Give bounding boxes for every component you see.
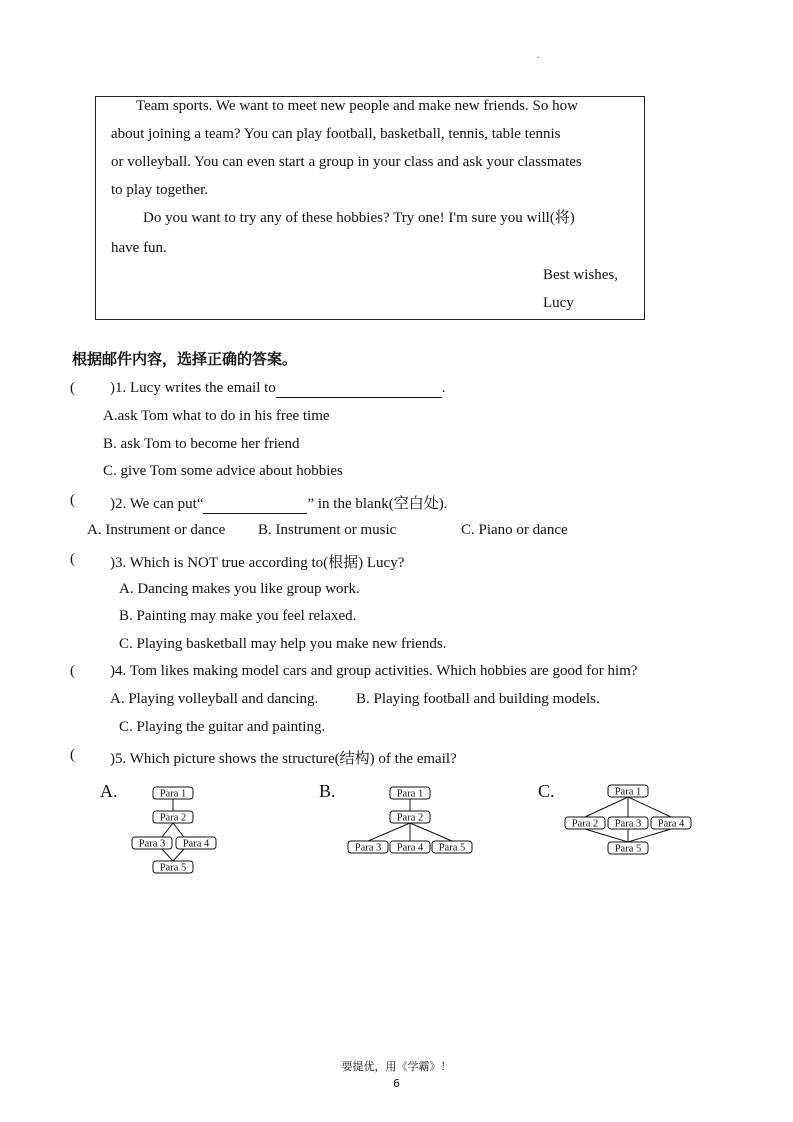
option-a[interactable]: A.ask Tom what to do in his free time [103,408,330,424]
option-b[interactable]: B. Painting may make you feel relaxed. [119,608,357,624]
para-4-node: Para 4 [396,842,424,854]
answer-paren[interactable]: ( [70,492,75,508]
para-3-node: Para 3 [354,842,382,854]
option-c[interactable]: C. Piano or dance [461,522,568,538]
option-b[interactable]: B. ask Tom to become her friend [103,436,300,452]
option-a[interactable]: A. Instrument or dance [87,522,226,538]
para-5-node: Para 5 [159,862,187,874]
para-2-node: Para 2 [396,812,424,824]
option-b[interactable]: B. Playing football and building models. [356,691,600,707]
answer-paren[interactable]: ( [70,380,75,396]
diagram-b-label[interactable]: B. [319,781,336,801]
answer-blank[interactable] [276,380,442,398]
para-1-node: Para 1 [614,786,642,798]
para-5-node: Para 5 [614,843,642,855]
question-4: )4. Tom likes making model cars and group activities. Which hobbies are good for him? [110,663,638,679]
diagram-c [560,778,700,858]
section-title: 根据邮件内容，选择正确的答案。 [72,350,298,368]
letter-line: have fun. [111,240,167,256]
letter-line: or volleyball. You can even start a group in your class and ask your classmates [111,154,582,170]
question-1 [110,380,446,398]
option-b[interactable]: B. Instrument or music [258,522,397,538]
answer-blank[interactable] [203,496,307,514]
question-stem-after: . [441,380,446,396]
diagram-a [120,780,230,880]
para-2-node: Para 2 [159,812,187,824]
header-dot: . [537,50,540,61]
option-a[interactable]: A. Playing volleyball and dancing. [110,691,319,707]
footer-slogan: 要提优，用《学霸》！ [341,1060,452,1073]
para-1-node: Para 1 [159,788,187,800]
question-stem-after: ” in the blank(空白处). [307,496,448,512]
diagram-c-label[interactable]: C. [538,781,555,801]
letter-line: Team sports. We want to meet new people and make new friends. So how [136,98,578,114]
letter-closing: Best wishes, [543,267,618,283]
option-c[interactable]: C. Playing the guitar and painting. [119,719,326,735]
question-3: )3. Which is NOT true according to(根据) Lucy? [110,555,405,571]
question-2 [110,492,447,514]
para-4-node: Para 4 [182,838,210,850]
para-2-node: Para 2 [571,818,599,830]
diagram-b [340,780,480,860]
diagram-a-label[interactable]: A. [100,781,118,801]
para-1-node: Para 1 [396,788,424,800]
para-4-node: Para 4 [657,818,685,830]
email-letter-box [95,96,645,320]
letter-signature: Lucy [543,295,574,311]
letter-line: Do you want to try any of these hobbies? Try one! I'm sure you will(将) [143,210,575,226]
question-stem: )2. We can put“ [110,496,204,512]
page-number: 6 [393,1077,400,1090]
option-a[interactable]: A. Dancing makes you like group work. [119,581,360,597]
letter-line: about joining a team? You can play football, basketball, tennis, table tennis [111,126,561,142]
answer-paren[interactable]: ( [70,663,75,679]
question-stem: )1. Lucy writes the email to [110,380,276,396]
para-3-node: Para 3 [614,818,642,830]
answer-paren[interactable]: ( [70,551,75,567]
letter-line: to play together. [111,182,209,198]
para-3-node: Para 3 [138,838,166,850]
question-5: )5. Which picture shows the structure(结构) of the email? [110,751,457,767]
answer-paren[interactable]: ( [70,747,75,763]
option-c[interactable]: C. Playing basketball may help you make new friends. [119,636,447,652]
para-5-node: Para 5 [438,842,466,854]
option-c[interactable]: C. give Tom some advice about hobbies [103,463,343,479]
